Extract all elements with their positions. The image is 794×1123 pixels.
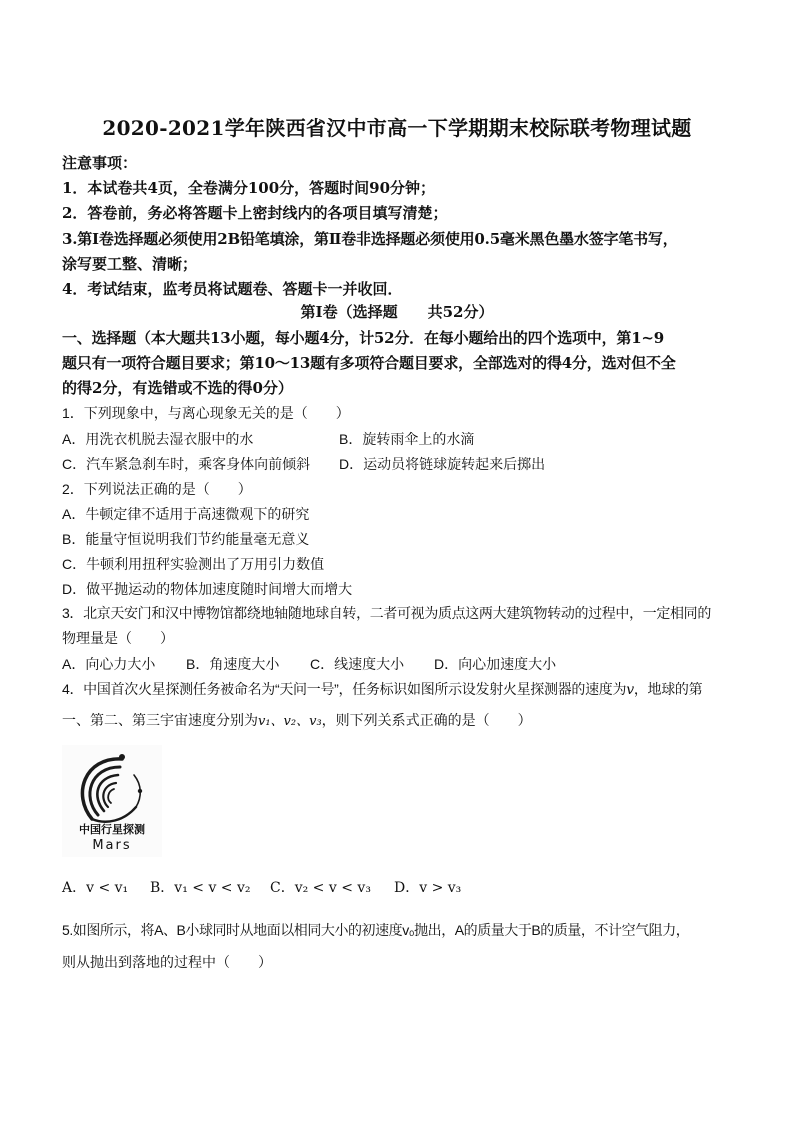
notice-2: 2．答卷前，务必将答题卡上密封线内的各项目填写清楚； (62, 204, 448, 222)
q4-var-v: v (626, 682, 634, 698)
notice-heading: 注意事项： (62, 154, 138, 172)
q3-option-c: C．线速度大小 (310, 656, 405, 672)
q2-option-c: C．牛顿利用扭秤实验测出了万用引力数值 (62, 556, 325, 572)
q1-options-row2 (62, 454, 545, 474)
q2-option-d: D．做平抛运动的物体加速度随时间增大而增大 (62, 581, 353, 597)
section-instruction-2: 题只有一项符合题目要求；第10～13题有多项符合题目要求，全部选对的得4分，选对但不全 (62, 354, 676, 372)
notice-4: 4．考试结束，监考员将试题卷、答题卡一并收回． (62, 280, 403, 298)
notice-3: 3.第Ⅰ卷选择题必须使用2B铅笔填涂，第Ⅱ卷非选择题必须使用0.5毫米黑色墨水签字笔书写， (62, 230, 678, 248)
section-instruction-1: 一、选择题（本大题共13小题，每小题4分，计52分．在每小题给出的四个选项中，第1~9 (62, 329, 665, 347)
q5-stem-line1: 5.如图所示，将A、B小球同时从地面以相同大小的初速度v₀抛出，A的质量大于B的质量，不计空气阻力， (62, 922, 690, 938)
q4-stem-text: 4．中国首次火星探测任务被命名为“天问一号”，任务标识如图所示设发射火星探测器的速度为 (62, 681, 627, 697)
notice-3-cont: 涂写要工整、清晰； (62, 255, 198, 273)
mars-logo-icon (62, 745, 162, 857)
q3-stem-line1: 3．北京天安门和汉中博物馆都绕地轴随地球自转，二者可视为质点这两大建筑物转动的过程中，一定相同的 (62, 605, 711, 621)
q3-option-b: B．角速度大小 (186, 656, 280, 672)
q4-options (62, 877, 461, 897)
q4-stem-end: ，地球的第 (633, 681, 703, 697)
q4-stem-line1 (62, 679, 702, 699)
q1-stem: 1．下列现象中，与离心现象无关的是（ ） (62, 405, 350, 421)
q4-option-b: B．v₁ < v < v₂ (150, 880, 251, 896)
paper-title: 2020-2021学年陕西省汉中市高一下学期期末校际联考物理试题 (102, 116, 692, 140)
q1-option-a: A．用洗衣机脱去湿衣服中的水 (62, 431, 254, 447)
q1-option-b: B．旋转雨伞上的水滴 (339, 431, 475, 447)
q4-option-c: C．v₂ < v < v₃ (270, 880, 371, 896)
q4-stem-text2: 一、第二、第三宇宙速度分别为 (62, 712, 258, 728)
mars-logo-figure (62, 745, 162, 857)
q3-option-a: A．向心力大小 (62, 656, 156, 672)
q1-options-row1 (62, 429, 474, 449)
q2-option-b: B．能量守恒说明我们节约能量毫无意义 (62, 531, 310, 547)
q4-option-d: D．v > v₃ (394, 880, 462, 896)
q3-options (62, 654, 556, 674)
notice-1: 1．本试卷共4页，全卷满分100分，答题时间90分钟； (62, 179, 436, 197)
mars-logo-subtext: Mars (92, 838, 132, 853)
q5-stem-line2: 则从抛出到落地的过程中（ ） (62, 954, 272, 970)
section-instruction-3: 的得2分，有选错或不选的得0分） (62, 379, 293, 397)
q3-stem-line2: 物理量是（ ） (62, 630, 174, 646)
q4-stem-end2: ，则下列关系式正确的是（ ） (321, 712, 532, 728)
mars-logo-text: 中国行星探测 (79, 823, 145, 836)
q3-option-d: D．向心加速度大小 (434, 656, 557, 672)
q1-option-c: C．汽车紧急刹车时，乘客身体向前倾斜 (62, 456, 311, 472)
q2-option-a: A．牛顿定律不适用于高速微观下的研究 (62, 506, 310, 522)
q2-stem: 2．下列说法正确的是（ ） (62, 481, 252, 497)
q4-vars: v₁、v₂、v₃ (258, 714, 322, 729)
q4-stem-line2 (62, 710, 532, 730)
section-title: 第Ⅰ卷（选择题 共52分） (300, 303, 494, 321)
q1-option-d: D．运动员将链球旋转起来后掷出 (339, 456, 546, 472)
q4-option-a: A．v < v₁ (62, 880, 129, 896)
